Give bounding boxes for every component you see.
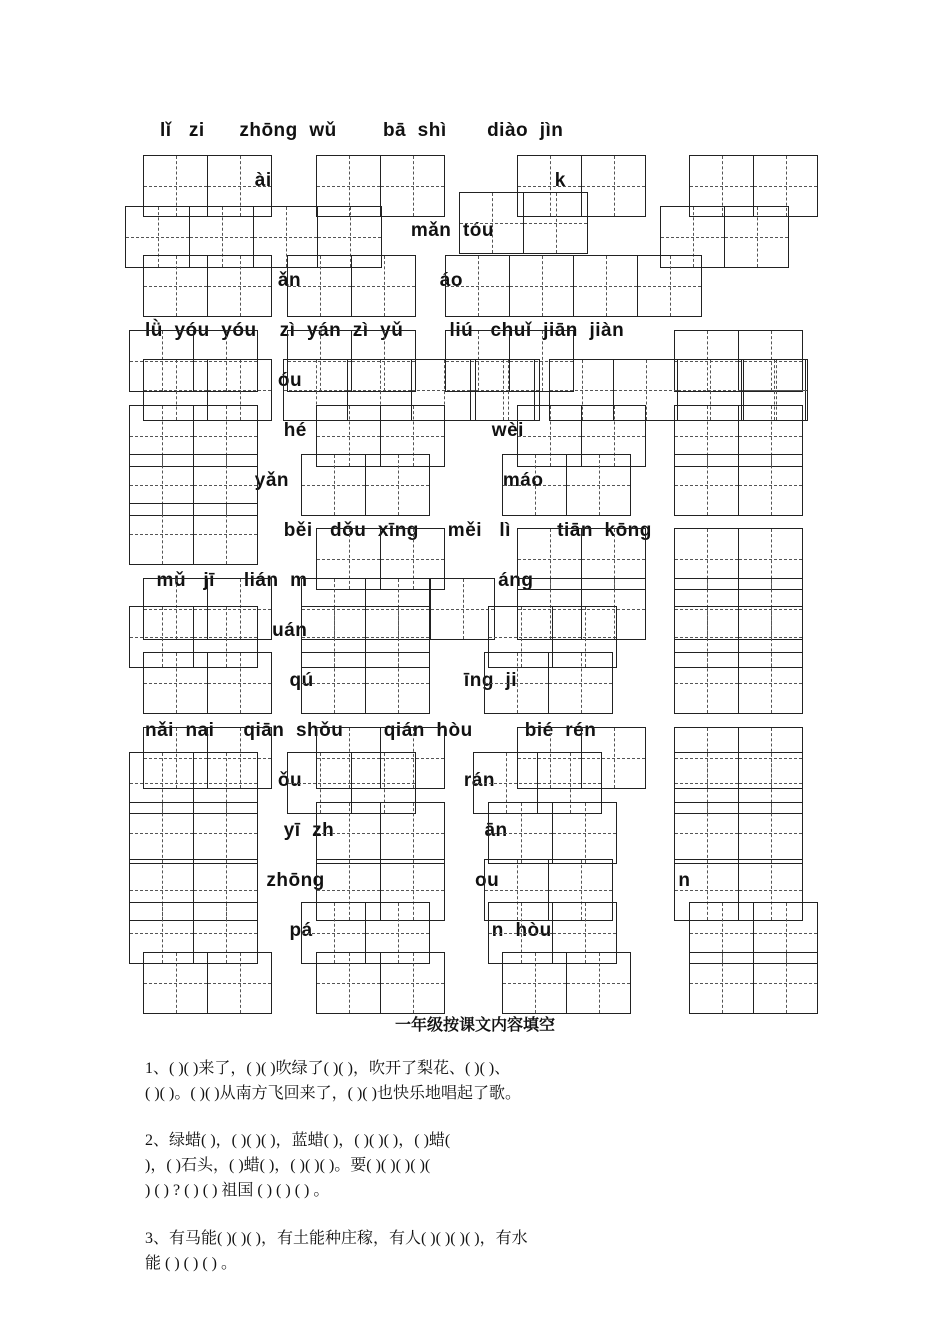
grid-cell bbox=[317, 953, 381, 1013]
writing-grid bbox=[316, 802, 445, 864]
section-title: 一年级按课文内容填空 bbox=[394, 1017, 555, 1034]
pinyin-row: nǎi nai qiān shǒu qián hòu bié rén bbox=[145, 720, 597, 741]
grid-cell bbox=[675, 653, 739, 713]
pinyin-row: qú īng ji bbox=[145, 670, 518, 691]
grid-cell bbox=[524, 193, 588, 253]
grid-cell bbox=[208, 653, 272, 713]
grid-cell bbox=[302, 653, 366, 713]
grid-cell bbox=[675, 455, 739, 515]
grid-cell bbox=[446, 256, 510, 316]
pinyin-row: óu bbox=[145, 370, 303, 391]
writing-grid bbox=[301, 652, 430, 714]
grid-cell bbox=[638, 256, 702, 316]
pinyin-row: ǎn áo bbox=[145, 270, 463, 291]
question-line: 能 ( ) ( ) ( ) 。 bbox=[145, 1255, 237, 1272]
pinyin-row: mǎn tóu bbox=[145, 220, 494, 241]
pinyin-row: hé wèi bbox=[145, 420, 524, 441]
question-line: 1、( )( )来了，( )( )吹绿了( )( )，吹开了梨花、( )( )、 bbox=[145, 1060, 511, 1077]
writing-grid bbox=[502, 454, 631, 516]
grid-cell bbox=[366, 455, 430, 515]
writing-grid bbox=[301, 454, 430, 516]
writing-grid bbox=[129, 503, 258, 565]
grid-cell bbox=[130, 803, 194, 863]
grid-cell bbox=[489, 803, 553, 863]
writing-grid bbox=[484, 652, 613, 714]
grid-cell bbox=[725, 207, 789, 267]
grid-cell bbox=[431, 579, 495, 639]
grid-cell bbox=[144, 953, 208, 1013]
pinyin-row: uán bbox=[145, 620, 308, 641]
writing-grid bbox=[674, 802, 803, 864]
grid-cell bbox=[208, 953, 272, 1013]
pinyin-row: pá n hòu bbox=[145, 920, 552, 941]
pinyin-row: ài k bbox=[145, 170, 566, 191]
writing-grid bbox=[459, 192, 588, 254]
pinyin-row: lǜ yóu yóu zì yán zì yǔ liú chuǐ jiān jiàn bbox=[145, 320, 625, 341]
pinyin-row: běi dǒu xīng měi lì tiān kōng bbox=[145, 520, 652, 541]
writing-grid bbox=[143, 255, 272, 317]
grid-cell bbox=[574, 256, 638, 316]
grid-cell bbox=[485, 653, 549, 713]
grid-cell bbox=[208, 256, 272, 316]
pinyin-row: yī zh ān bbox=[145, 820, 508, 841]
grid-cell bbox=[352, 256, 416, 316]
writing-grid bbox=[430, 578, 495, 640]
grid-cell bbox=[194, 504, 258, 564]
grid-cell bbox=[510, 256, 574, 316]
grid-cell bbox=[366, 653, 430, 713]
writing-grid bbox=[287, 255, 416, 317]
writing-grid bbox=[129, 802, 258, 864]
grid-cell bbox=[317, 803, 381, 863]
grid-cell bbox=[739, 803, 803, 863]
writing-grid bbox=[316, 952, 445, 1014]
question-line: ) ( ) ? ( ) ( ) 祖国 ( ) ( ) ( ) 。 bbox=[145, 1182, 330, 1199]
grid-cell bbox=[130, 504, 194, 564]
writing-grid bbox=[502, 952, 631, 1014]
pinyin-row: ǒu rán bbox=[145, 770, 495, 791]
pinyin-row: mǔ jī lián m áng bbox=[145, 570, 534, 591]
grid-cell bbox=[302, 455, 366, 515]
writing-grid bbox=[143, 952, 272, 1014]
writing-grid bbox=[488, 802, 617, 864]
pinyin-row: zhōng ou n bbox=[145, 870, 691, 891]
grid-cell bbox=[553, 803, 617, 863]
grid-cell bbox=[567, 455, 631, 515]
grid-cell bbox=[754, 953, 818, 1013]
grid-cell bbox=[549, 653, 613, 713]
grid-cell bbox=[503, 953, 567, 1013]
grid-cell bbox=[460, 193, 524, 253]
writing-grid bbox=[674, 652, 803, 714]
writing-grid bbox=[689, 952, 818, 1014]
grid-cell bbox=[582, 156, 646, 216]
question-2 bbox=[145, 1128, 817, 1203]
question-1 bbox=[145, 1056, 817, 1106]
grid-cell bbox=[288, 256, 352, 316]
question-line: ( )( )。( )( )从南方飞回来了，( )( )也快乐地唱起了歌。 bbox=[145, 1085, 521, 1102]
grid-cell bbox=[503, 455, 567, 515]
pinyin-row: yǎn máo bbox=[145, 470, 544, 491]
grid-cell bbox=[739, 653, 803, 713]
grid-cell bbox=[381, 156, 445, 216]
grid-cell bbox=[690, 953, 754, 1013]
grid-cell bbox=[739, 455, 803, 515]
grid-cell bbox=[144, 256, 208, 316]
grid-cell bbox=[381, 803, 445, 863]
writing-grid bbox=[445, 255, 702, 317]
grid-cell bbox=[381, 953, 445, 1013]
grid-cell bbox=[675, 803, 739, 863]
grid-cell bbox=[194, 803, 258, 863]
writing-grid bbox=[674, 454, 803, 516]
writing-grid bbox=[143, 652, 272, 714]
grid-cell bbox=[567, 953, 631, 1013]
question-line: )，( )石头，( )蜡( )，( )( )( )。要( )( )( )( )( bbox=[145, 1157, 431, 1174]
question-3 bbox=[145, 1226, 817, 1276]
question-line: 2、绿蜡( )，( )( )( )，蓝蜡( )，( )( )( )，( )蜡( bbox=[145, 1132, 451, 1149]
pinyin-row: lǐ zi zhōng wǔ bā shì diào jìn bbox=[160, 120, 564, 141]
grid-cell bbox=[144, 653, 208, 713]
question-line: 3、有马能( )( )( )，有土能种庄稼，有人( )( )( )( )，有水 bbox=[145, 1230, 528, 1247]
